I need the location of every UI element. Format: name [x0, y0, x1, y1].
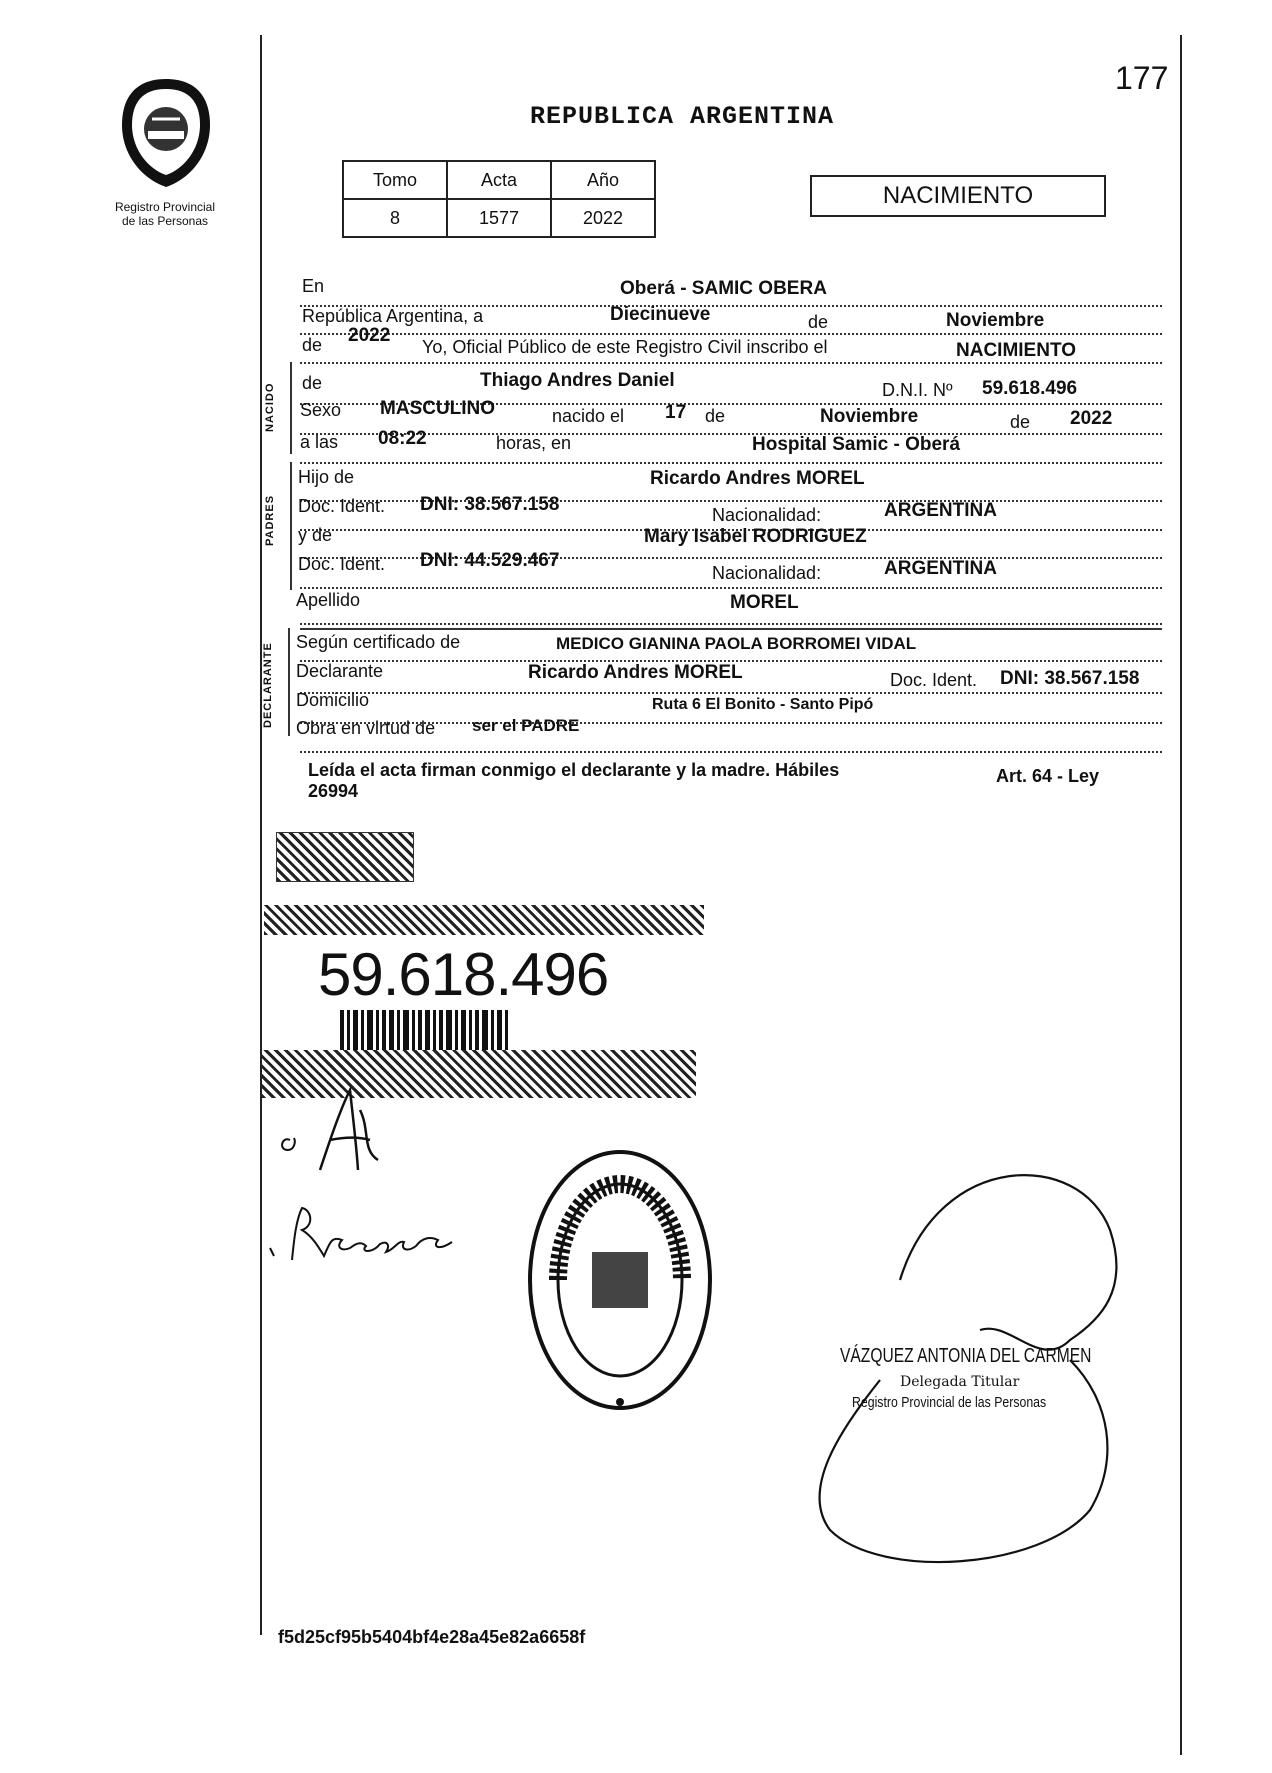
- lugar-value: Hospital Samic - Oberá: [752, 434, 961, 455]
- dni-label: D.N.I. Nº: [882, 380, 953, 400]
- declarante-section-line: [288, 628, 290, 736]
- sexo-label: Sexo: [300, 400, 342, 420]
- doc-type-box: NACIMIENTO: [810, 175, 1106, 217]
- padres-section-line: [290, 462, 292, 590]
- record-value-acta: 1577: [447, 199, 551, 237]
- madre-doc-label: Doc. Ident.: [298, 554, 386, 574]
- obra-label: Obra en virtud de: [296, 718, 436, 738]
- domicilio-label: Domicilio: [296, 690, 370, 710]
- sexo-value: MASCULINO: [380, 398, 496, 419]
- alas-label: a las: [300, 432, 339, 452]
- dni-value: 59.618.496: [982, 378, 1078, 399]
- closing-ref-2: 26994: [308, 781, 359, 801]
- record-header-anio: Año: [551, 161, 655, 199]
- day-value: Diecinueve: [610, 304, 711, 325]
- nacido-section-line: [290, 362, 292, 454]
- madre-dni: DNI: 44.529.467: [420, 550, 560, 571]
- horas-label: horas, en: [496, 433, 572, 453]
- padres-side-label: PADRES: [264, 494, 276, 546]
- madre-nac-label: Nacionalidad:: [712, 563, 822, 583]
- record-value-anio: 2022: [551, 199, 655, 237]
- hijo-label: Hijo de: [298, 467, 355, 487]
- domicilio-value: Ruta 6 El Bonito - Santo Pipó: [652, 696, 874, 713]
- dni-hatch-top: [264, 905, 704, 935]
- province-logo: [118, 75, 214, 191]
- de-nombre-label: de: [302, 373, 323, 393]
- padre-dni: DNI: 38.567.158: [420, 494, 560, 515]
- signature-ricardo: [262, 1190, 482, 1280]
- declarante-label: Declarante: [296, 661, 384, 681]
- apellido-value: MOREL: [730, 592, 799, 613]
- record-table: [342, 160, 656, 238]
- registry-name: [90, 200, 240, 228]
- page-number: 177: [1115, 60, 1169, 96]
- right-margin-line: [1180, 35, 1182, 1755]
- official-seal: [520, 1140, 720, 1420]
- closing-ref: Art. 64 - Ley: [996, 766, 1100, 786]
- official-org: Registro Provincial de las Personas: [852, 1394, 1047, 1411]
- closing-paragraph: [308, 760, 1128, 802]
- registry-line2: de las Personas: [121, 214, 209, 228]
- de-label: de: [808, 312, 829, 332]
- signature-initials: [260, 1080, 420, 1190]
- declarante-doc-label: Doc. Ident.: [890, 670, 978, 690]
- republica-label: República Argentina, a: [302, 306, 484, 326]
- madre-value: Mary Isabel RODRIGUEZ: [644, 526, 867, 547]
- segun-value: MEDICO GIANINA PAOLA BORROMEI VIDAL: [556, 634, 917, 653]
- official-name: VÁZQUEZ ANTONIA DEL CARMEN: [840, 1345, 1092, 1367]
- row-hora: [300, 432, 1162, 464]
- declarante-value: Ricardo Andres MOREL: [528, 662, 743, 683]
- official-title: Delegada Titular: [900, 1374, 1020, 1390]
- record-header-tomo: Tomo: [343, 161, 447, 199]
- hora-value: 08:22: [378, 428, 427, 449]
- en-value: Oberá - SAMIC OBERA: [620, 278, 827, 299]
- padre-doc-label: Doc. Ident.: [298, 496, 386, 516]
- de-label-2: de: [302, 335, 323, 355]
- padre-nac: ARGENTINA: [884, 500, 997, 521]
- inscribo-value: NACIMIENTO: [956, 340, 1076, 361]
- padre-nac-label: Nacionalidad:: [712, 505, 822, 525]
- dni-block-number: 59.618.496: [318, 941, 609, 1008]
- declarante-side-label: DECLARANTE: [262, 642, 274, 728]
- small-security-stamp: [276, 832, 414, 882]
- apellido-label: Apellido: [296, 590, 361, 610]
- nacido-side-label: NACIDO: [264, 382, 276, 432]
- left-margin-line: [260, 35, 262, 1635]
- record-header-acta: Acta: [447, 161, 551, 199]
- nacido-dia: 17: [665, 402, 687, 423]
- registry-line1: Registro Provincial: [114, 200, 216, 214]
- year-value: 2022: [348, 325, 391, 346]
- nombre-value: Thiago Andres Daniel: [480, 370, 675, 391]
- de-label-4: de: [1010, 412, 1031, 432]
- nacido-label: nacido el: [552, 406, 625, 426]
- yo-text: Yo, Oficial Público de este Registro Civil inscribo el: [422, 337, 828, 357]
- nacido-mes: Noviembre: [820, 406, 919, 427]
- en-label: En: [302, 276, 325, 296]
- madre-nac: ARGENTINA: [884, 558, 997, 579]
- nacido-anio: 2022: [1070, 408, 1113, 429]
- record-value-tomo: 8: [343, 199, 447, 237]
- document-hash: f5d25cf95b5404bf4e28a45e82a6658f: [278, 1627, 586, 1647]
- closing-text: Leída el acta firman conmigo el declarante y la madre. Hábiles: [308, 760, 840, 780]
- yde-label: y de: [298, 525, 333, 545]
- declarante-dni: DNI: 38.567.158: [1000, 668, 1140, 689]
- obra-value: ser el PADRE: [472, 716, 580, 735]
- document-title: REPUBLICA ARGENTINA: [530, 102, 835, 131]
- de-label-3: de: [705, 406, 726, 426]
- month-value: Noviembre: [946, 310, 1045, 331]
- padre-value: Ricardo Andres MOREL: [650, 468, 865, 489]
- segun-label: Según certificado de: [296, 632, 461, 652]
